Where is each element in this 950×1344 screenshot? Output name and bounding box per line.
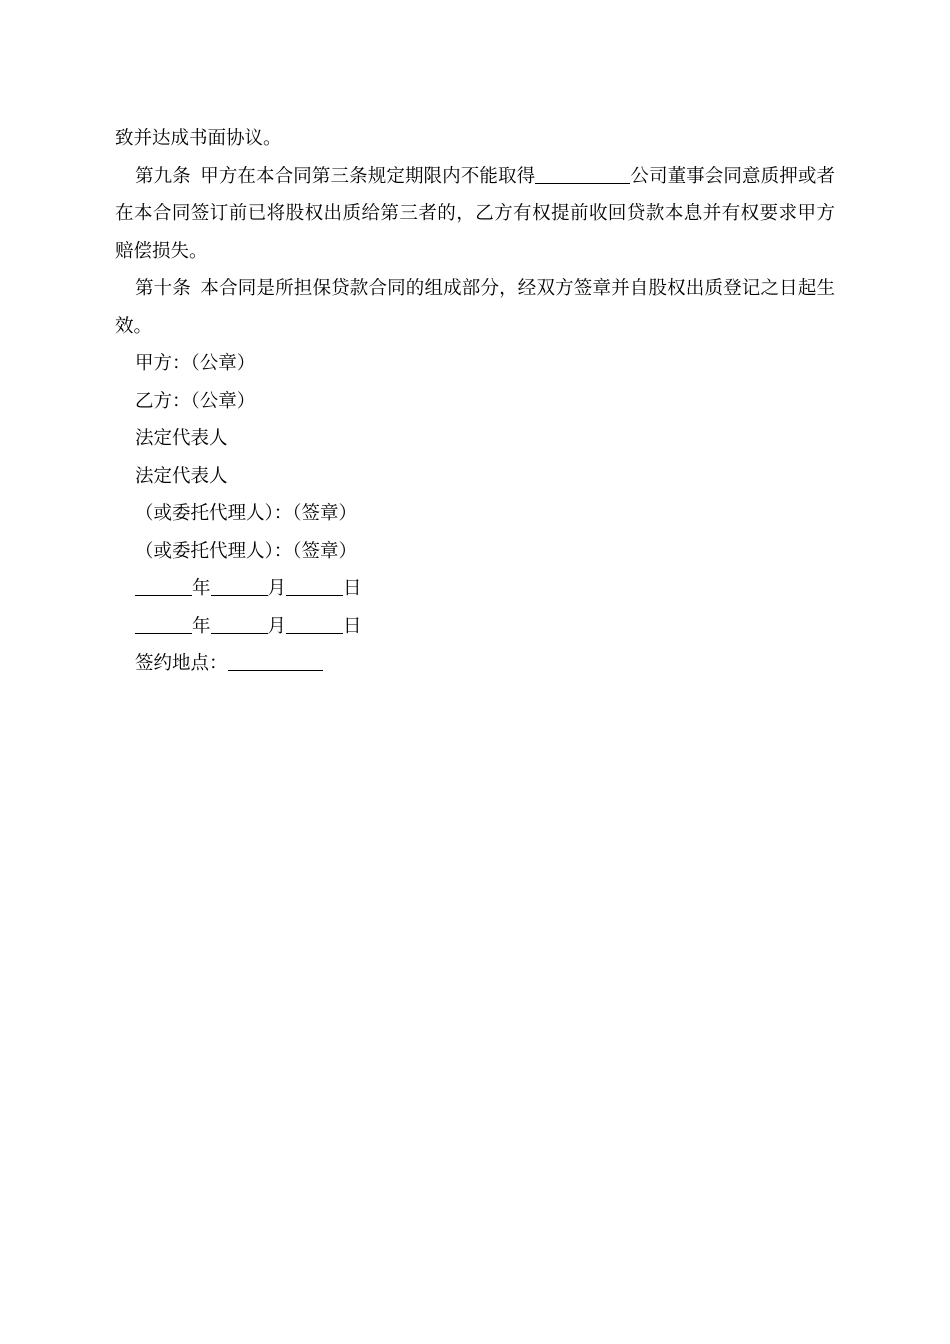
legal-representative-b-text: 法定代表人	[135, 465, 228, 487]
day-blank	[286, 594, 343, 596]
legal-representative-a-text: 法定代表人	[135, 428, 228, 449]
article-9-label: 第九条	[135, 165, 191, 187]
agent-signature-b	[115, 533, 835, 571]
party-a-seal	[115, 345, 835, 383]
day-label: 日	[343, 615, 362, 637]
month-blank	[211, 594, 268, 596]
date-line-a	[115, 570, 835, 608]
month-label: 月	[267, 615, 287, 637]
legal-representative-a	[115, 420, 835, 458]
article-9-paragraph	[115, 158, 835, 271]
article-9-text-after: 公司董事会同意质押或者在本合同签订前已将股权出质给第三者的，乙方有权提前收回贷款本息并有权要求甲方赔偿损失。	[115, 165, 835, 262]
party-a-seal-text: 甲方：（公章）	[135, 353, 256, 374]
signing-place-label: 签约地点：	[135, 653, 228, 674]
agent-signature-a-text: （或委托代理人）：（签章）	[135, 503, 358, 524]
day-label: 日	[343, 578, 362, 599]
signing-place	[115, 645, 835, 683]
article-10-label: 第十条	[135, 278, 192, 299]
month-blank	[211, 632, 268, 634]
day-blank	[286, 632, 343, 634]
article-10-text: 本合同是所担保贷款合同的组成部分，经双方签章并自股权出质登记之日起生效。	[115, 278, 835, 337]
document-body	[115, 120, 835, 683]
article-9-text-before: 甲方在本合同第三条规定期限内不能取得	[200, 165, 536, 187]
date-line-b	[115, 608, 835, 646]
year-blank	[135, 594, 192, 596]
party-b-seal	[115, 383, 835, 421]
month-label: 月	[267, 578, 287, 599]
signing-place-blank	[228, 669, 323, 671]
continuation-paragraph	[115, 120, 835, 158]
year-label: 年	[192, 578, 211, 599]
year-label: 年	[192, 615, 211, 637]
party-b-seal-text: 乙方：（公章）	[135, 390, 256, 412]
agent-signature-a	[115, 495, 835, 533]
legal-representative-b	[115, 458, 835, 496]
article-10-paragraph	[115, 270, 835, 345]
continuation-text: 致并达成书面协议。	[115, 128, 282, 149]
year-blank	[135, 632, 192, 634]
agent-signature-b-text: （或委托代理人）：（签章）	[135, 540, 358, 562]
company-name-blank	[535, 182, 630, 184]
